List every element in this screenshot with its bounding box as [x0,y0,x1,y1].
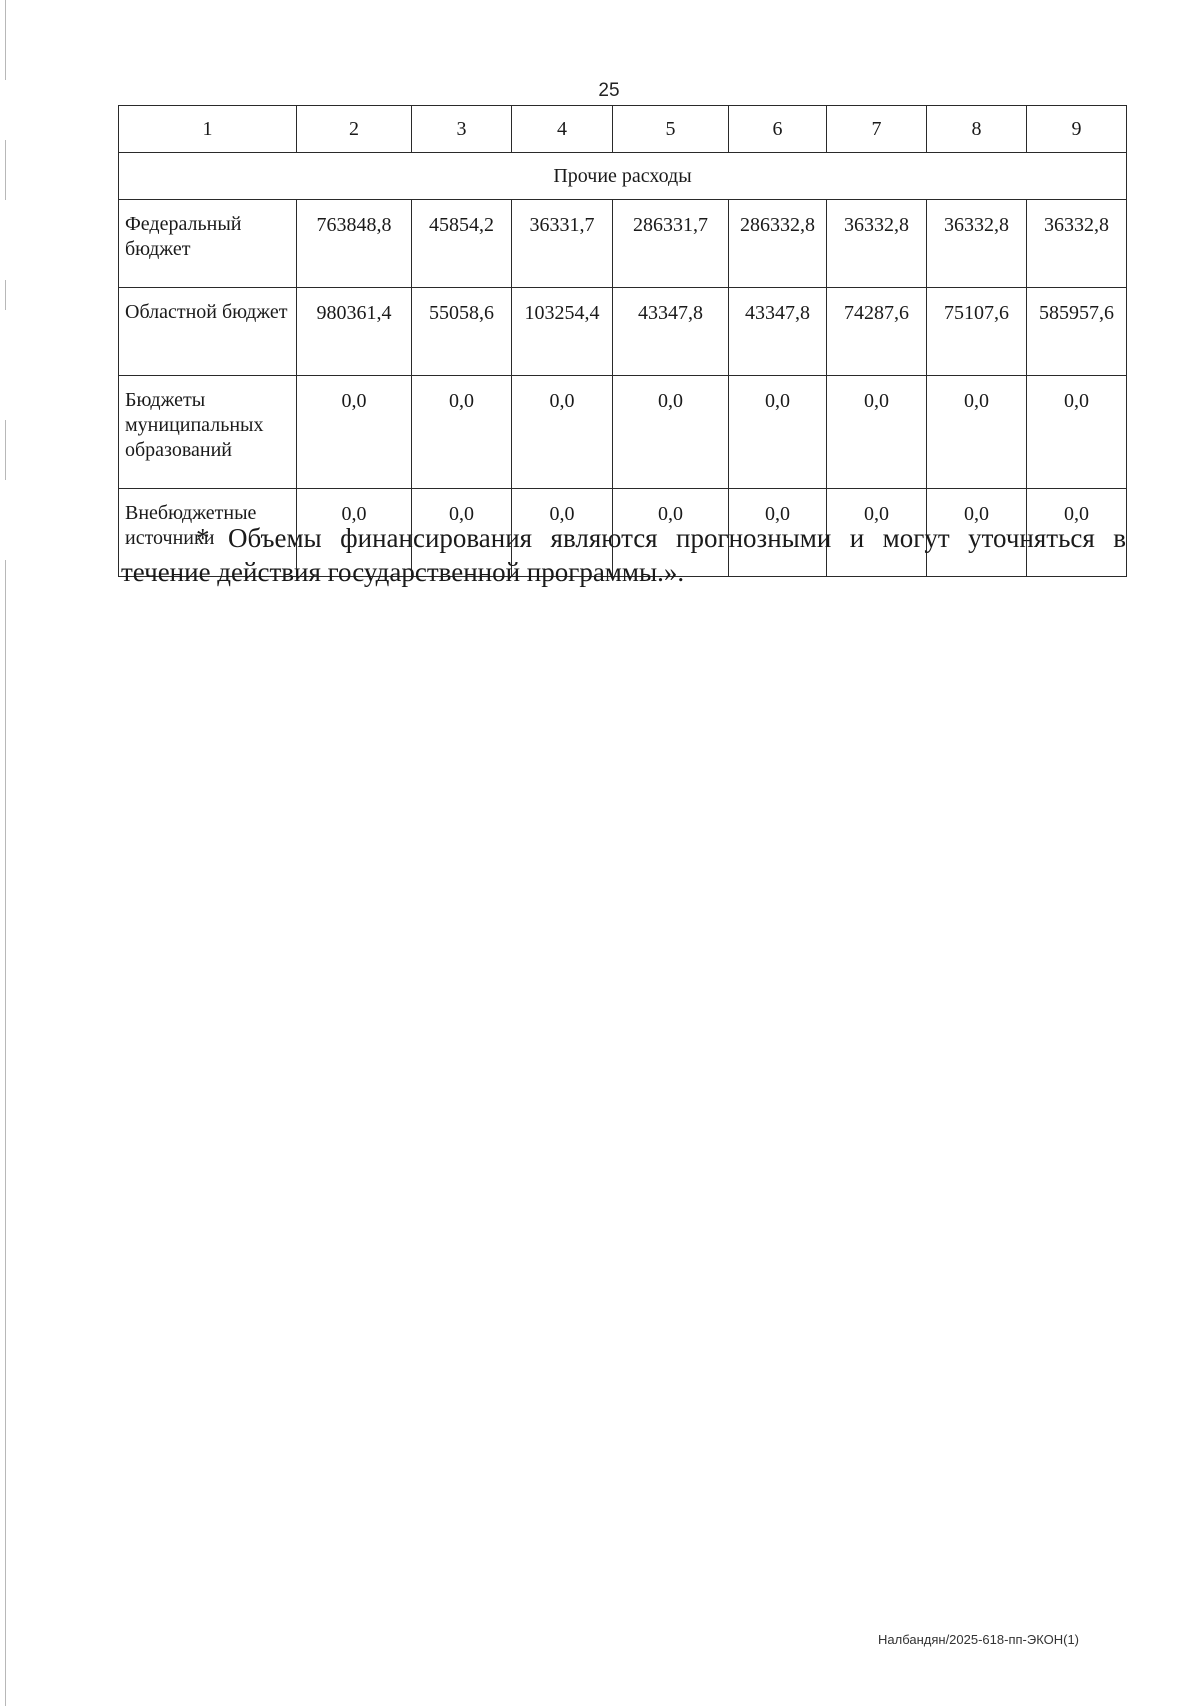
scan-edge-line [5,280,6,310]
table-row [119,376,1127,489]
scan-edge-line [5,420,6,480]
scan-edge-line [5,560,6,1706]
value-cell: 75107,6 [927,288,1027,376]
value-cell: 36332,8 [1027,200,1127,288]
header-cell: 2 [297,106,412,153]
value-cell: 0,0 [729,376,827,489]
value-cell: 0,0 [412,489,512,577]
value-cell: 103254,4 [512,288,613,376]
value-cell: 980361,4 [297,288,412,376]
value-cell: 36331,7 [512,200,613,288]
value-cell: 36332,8 [927,200,1027,288]
table-row [119,288,1127,376]
row-label: Федеральный бюджет [119,200,297,288]
value-cell: 0,0 [297,489,412,577]
scan-edge-line [5,140,6,200]
value-cell: 0,0 [613,376,729,489]
footnote-paragraph [121,521,1126,589]
scan-edge-line [5,0,6,80]
header-cell: 9 [1027,106,1127,153]
value-cell: 0,0 [412,376,512,489]
value-cell: 286332,8 [729,200,827,288]
header-cell: 4 [512,106,613,153]
header-cell: 8 [927,106,1027,153]
header-cell: 7 [827,106,927,153]
value-cell: 286331,7 [613,200,729,288]
page-number: 25 [598,80,620,101]
value-cell: 0,0 [827,489,927,577]
financing-table [118,105,1127,577]
row-label: Бюджеты муниципальных образований [119,376,297,489]
value-cell: 43347,8 [613,288,729,376]
value-cell: 0,0 [927,489,1027,577]
header-cell: 3 [412,106,512,153]
value-cell: 0,0 [297,376,412,489]
value-cell: 0,0 [512,376,613,489]
table-row [119,200,1127,288]
value-cell: 45854,2 [412,200,512,288]
value-cell: 0,0 [1027,376,1127,489]
value-cell: 36332,8 [827,200,927,288]
document-code: Налбандян/2025-618-пп-ЭКОН(1) [878,1632,1080,1647]
row-label: Областной бюджет [119,288,297,376]
table-header-row [119,106,1127,153]
row-label: Внебюджетные источники [119,489,297,577]
value-cell: 0,0 [927,376,1027,489]
value-cell: 0,0 [1027,489,1127,577]
value-cell: 0,0 [827,376,927,489]
header-cell: 6 [729,106,827,153]
value-cell: 74287,6 [827,288,927,376]
section-row [119,153,1127,200]
value-cell: 0,0 [512,489,613,577]
header-cell: 1 [119,106,297,153]
value-cell: 585957,6 [1027,288,1127,376]
value-cell: 763848,8 [297,200,412,288]
value-cell: 0,0 [729,489,827,577]
header-cell: 5 [613,106,729,153]
value-cell: 43347,8 [729,288,827,376]
section-title: Прочие расходы [119,153,1127,200]
value-cell: 55058,6 [412,288,512,376]
footnote-text: * Объемы финансирования являются прогнозными и могут уточняться в течение действия государственной программы.». [121,523,1126,587]
value-cell: 0,0 [613,489,729,577]
